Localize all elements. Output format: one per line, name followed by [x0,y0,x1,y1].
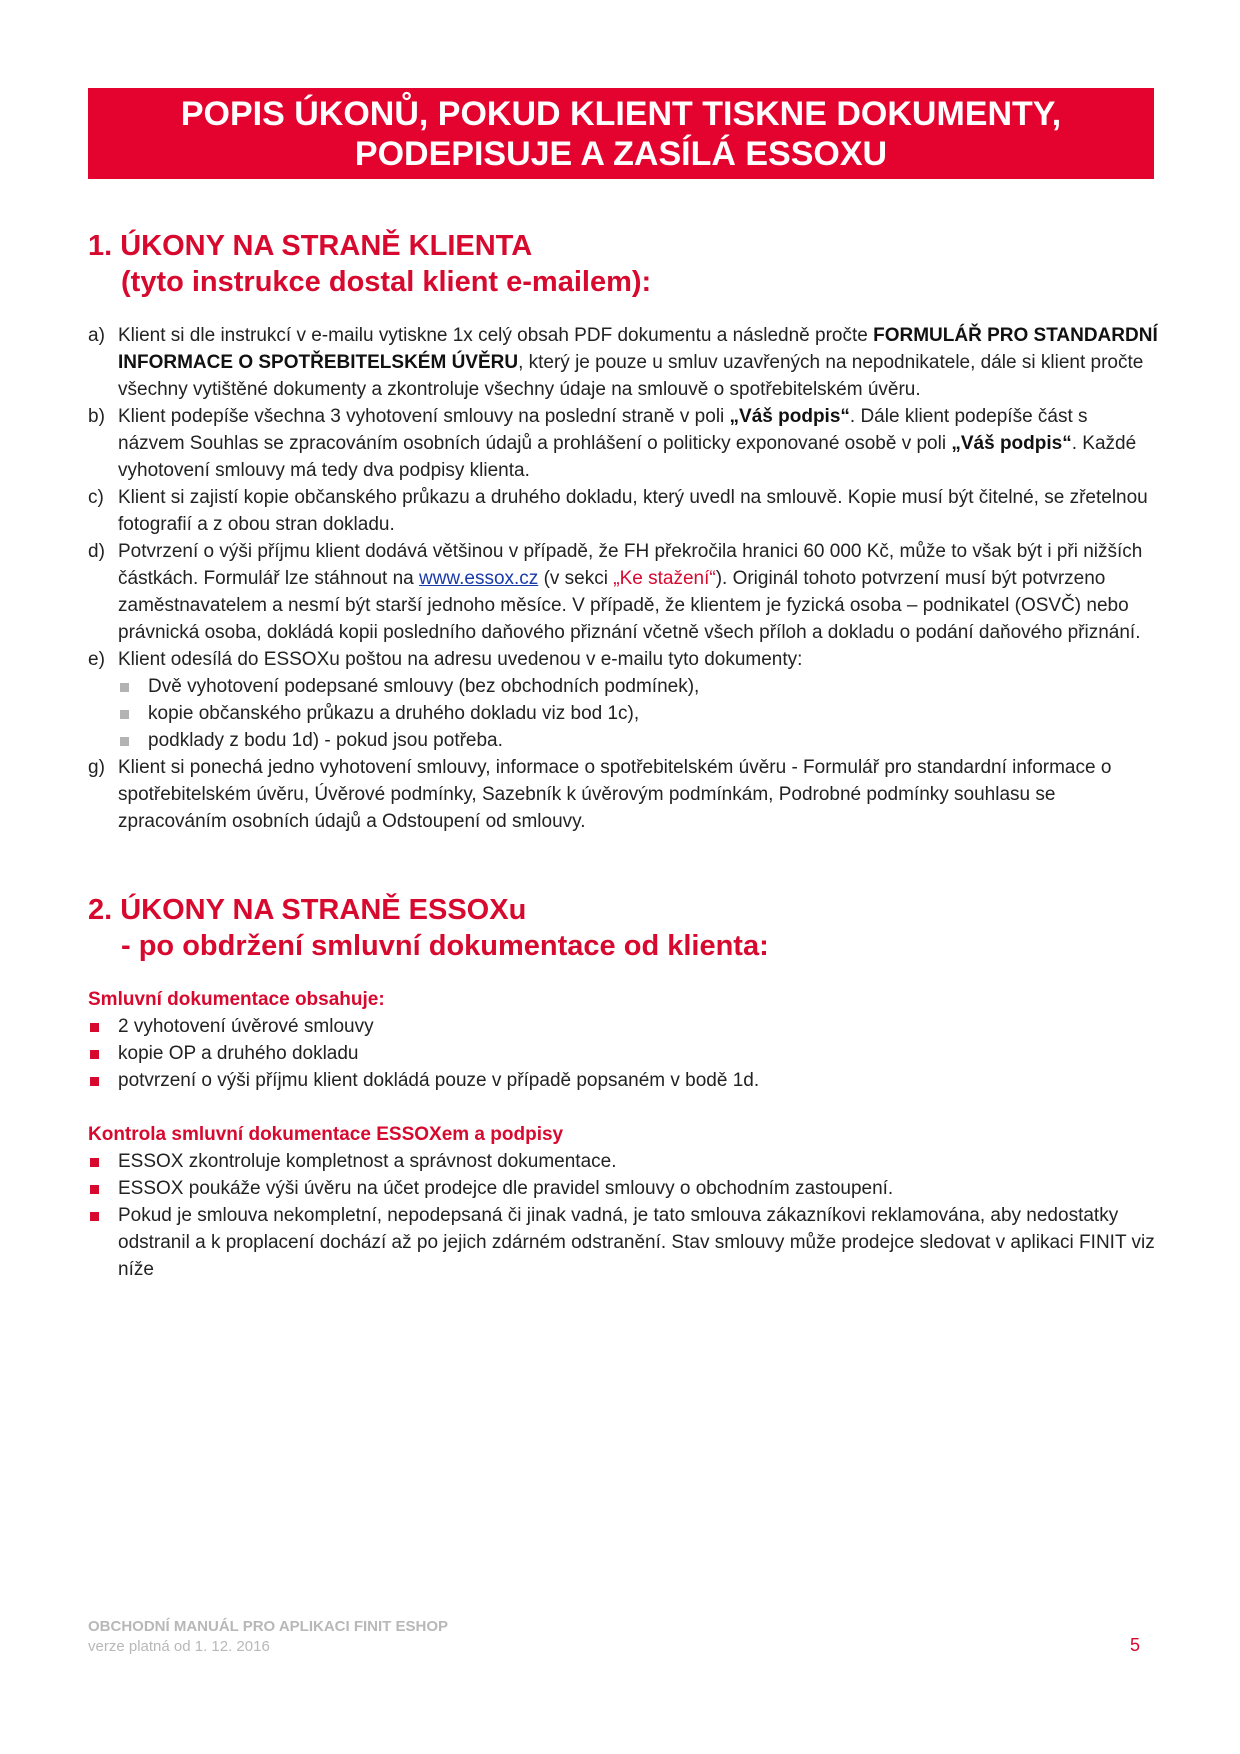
red-square-bullet-icon [90,1212,99,1221]
downloads-section-link[interactable]: „Ke stažení“ [613,568,716,589]
item-text: Klient podepíše všechna 3 vyhotovení smlouvy na poslední straně v poli [118,406,730,427]
red-square-bullet-icon [90,1077,99,1086]
list-item [88,1040,1158,1067]
item-text: ESSOX poukáže výši úvěru na účet prodejce dle pravidel smlouvy o obchodním zastoupení. [118,1178,894,1199]
section-2-heading [88,892,769,964]
list-item [88,322,1158,403]
section-2-title: 2. ÚKONY NA STRANĚ ESSOXu [88,894,527,926]
list-item [88,403,1158,484]
list-item [88,1013,1158,1040]
form-name: FORMULÁŘ PRO STANDARDNÍ INFORMACE O SPOTŘEBITELSKÉM ÚVĚRU [118,325,1158,373]
documentation-check-list [88,1148,1158,1283]
signature-field-name: „Váš podpis“ [951,433,1072,454]
section-2-subtitle: - po obdržení smluvní dokumentace od klienta: [121,930,769,962]
section-1-subtitle: (tyto instrukce dostal klient e-mailem): [121,266,652,298]
list-marker: g) [88,757,105,778]
page-number: 5 [1130,1635,1141,1655]
sublist-text: podklady z bodu 1d) - pokud jsou potřeba. [148,730,503,751]
client-steps-list [88,322,1158,835]
sublist-text: kopie občanského průkazu a druhého dokladu viz bod 1c), [148,703,640,724]
documentation-contents-list [88,1013,1158,1094]
list-item [88,754,1158,835]
essox-website-link[interactable]: www.essox.cz [418,568,539,589]
banner-line-1: POPIS ÚKONŮ, POKUD KLIENT TISKNE DOKUMENTY, [180,94,1062,133]
grey-square-bullet-icon [120,710,129,719]
footer-manual-title: OBCHODNÍ MANUÁL PRO APLIKACI FINIT ESHOP [88,1618,449,1635]
list-marker: e) [88,649,105,670]
list-marker: a) [88,325,105,346]
grey-square-bullet-icon [120,737,129,746]
banner-line-2: PODEPISUJE A ZASÍLÁ ESSOXU [354,134,888,173]
signature-field-name: „Váš podpis“ [729,406,850,427]
title-banner [88,88,1154,179]
list-item [88,1202,1158,1283]
list-item [88,646,1158,754]
item-text: Potvrzení o výši příjmu klient dodává většinou v případě, že FH překročila hranici 60 000 Kč, může to však být i při nižších částkách. Formulář lze stáhnout na [118,541,1143,589]
sublist-item [118,673,1158,700]
item-text: . Dále klient podepíše část s názvem Souhlas se zpracováním osobních údajů a prohlášení o politicky exponované osobě v poli [118,406,1088,454]
list-marker: b) [88,406,105,427]
section-1-heading [88,228,651,300]
list-item [88,484,1158,538]
list-item [88,538,1158,646]
item-text: , který je pouze u smluv uzavřených na nepodnikatele, dále si klient pročte všechny vytištěné dokumenty a zkontroluje všechny údaje na smlouvě o spotřebitelském úvěru. [118,352,1144,400]
item-text: kopie OP a druhého dokladu [118,1043,359,1064]
item-text: Pokud je smlouva nekompletní, nepodepsaná či jinak vadná, je tato smlouva zákazníkovi reklamována, aby nedostatky odstranil a k proplacení dochází až po jejich zdárném odstranění. Stav smlouvy může prodejce sledovat v aplikaci FINIT viz níže [118,1205,1155,1280]
list-item [88,1067,1158,1094]
sublist-item [118,727,1158,754]
sublist-item [118,700,1158,727]
item-text: Klient odesílá do ESSOXu poštou na adresu uvedenou v e-mailu tyto dokumenty: [118,649,803,670]
red-square-bullet-icon [90,1185,99,1194]
documents-sublist [118,673,1158,754]
item-text: Klient si zajistí kopie občanského průkazu a druhého dokladu, který uvedl na smlouvě. Kopie musí být čitelné, se zřetelnou fotografií a z obou stran dokladu. [118,487,1148,535]
item-text: . Každé vyhotovení smlouvy má tedy dva podpisy klienta. [118,433,1137,481]
list-marker: d) [88,541,105,562]
item-text: ). Originál tohoto potvrzení musí být potvrzeno zaměstnavatelem a nesmí být starší jednoho měsíce. V případě, že klientem je fyzická osoba – podnikatel (OSVČ) nebo právnická osoba, dokládá kopii posledního daňového přiznání včetně všech příloh a dokladu o podání daňového přiznání. [118,568,1141,643]
red-square-bullet-icon [90,1158,99,1167]
footer-version: verze platná od 1. 12. 2016 [88,1638,270,1655]
section-1-title: 1. ÚKONY NA STRANĚ KLIENTA [88,230,533,262]
item-text: ESSOX zkontroluje kompletnost a správnost dokumentace. [118,1151,617,1172]
list-item [88,1148,1158,1175]
red-square-bullet-icon [90,1023,99,1032]
item-text: Klient si dle instrukcí v e-mailu vytiskne 1x celý obsah PDF dokumentu a následně pročte [118,325,874,346]
item-text: Klient si ponechá jedno vyhotovení smlouvy, informace o spotřebitelském úvěru - Formulář pro standardní informace o spotřebitelském úvěru, Úvěrové podmínky, Sazebník k úvěrovým podmínkám, Podrobné podmínky souhlasu se zpracováním osobních údajů a Odstoupení od smlouvy. [118,757,1112,832]
list-marker: c) [88,487,104,508]
sublist-text: Dvě vyhotovení podepsané smlouvy (bez obchodních podmínek), [148,676,700,697]
documentation-contents-heading: Smluvní dokumentace obsahuje: [88,989,385,1010]
grey-square-bullet-icon [120,683,129,692]
item-text: 2 vyhotovení úvěrové smlouvy [118,1016,374,1037]
documentation-check-heading: Kontrola smluvní dokumentace ESSOXem a podpisy [88,1124,564,1145]
item-text: (v sekci [538,568,614,589]
red-square-bullet-icon [90,1050,99,1059]
list-item [88,1175,1158,1202]
item-text: potvrzení o výši příjmu klient dokládá pouze v případě popsaném v bodě 1d. [118,1070,760,1091]
